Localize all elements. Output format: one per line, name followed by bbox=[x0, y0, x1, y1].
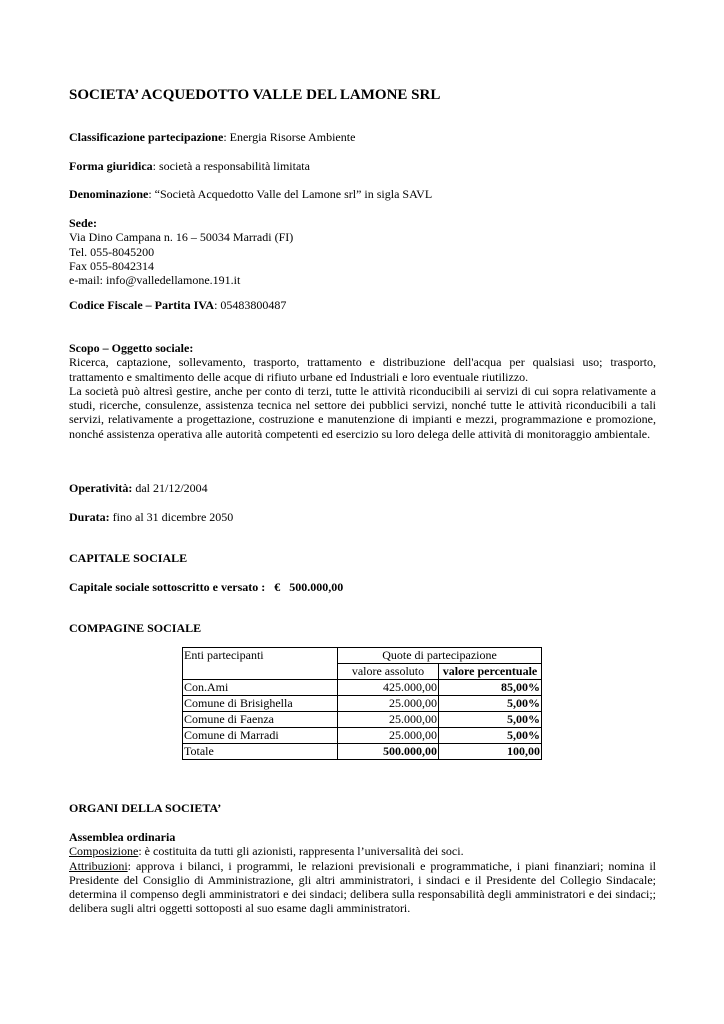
table-total-row bbox=[183, 744, 542, 760]
table-row bbox=[183, 696, 542, 712]
attribuzioni-label: Attribuzioni bbox=[69, 858, 128, 873]
table-row bbox=[183, 712, 542, 728]
forma-line bbox=[69, 159, 656, 173]
compagine-heading: COMPAGINE SOCIALE bbox=[69, 621, 202, 635]
page-title: SOCIETA’ ACQUEDOTTO VALLE DEL LAMONE SRL bbox=[69, 87, 441, 103]
classificazione-value: : Energia Risorse Ambiente bbox=[223, 130, 356, 144]
cell-percentuale: 5,00% bbox=[439, 696, 542, 712]
compagine-table bbox=[182, 647, 542, 760]
attribuzioni-text: : approva i bilanci, i programmi, le relazioni previsionali e programmatiche, i piani finanziari; nomina il Presidente del Consiglio di Amministrazione, gli altri amministratori, i sindaci e il Presidente del Collegio Sindacale; determina il compenso degli amministratori e dei sindaci; delibera sulla responsabilità degli amministratori e dei sindaci;; delibera sugli altri oggetti sottoposti al suo esame dagli amministratori. bbox=[69, 858, 656, 916]
cell-total-ente: Totale bbox=[183, 744, 338, 760]
cell-ente: Con.Ami bbox=[183, 680, 338, 696]
durata-line bbox=[69, 510, 656, 524]
cell-assoluto: 25.000,00 bbox=[338, 728, 439, 744]
codice-label: Codice Fiscale – Partita IVA bbox=[69, 298, 215, 312]
capitale-heading: CAPITALE SOCIALE bbox=[69, 551, 188, 565]
scopo-block bbox=[69, 341, 656, 441]
cell-assoluto: 25.000,00 bbox=[338, 712, 439, 728]
organi-heading: ORGANI DELLA SOCIETA’ bbox=[69, 801, 222, 815]
cell-ente: Comune di Faenza bbox=[183, 712, 338, 728]
sede-fax: Fax 055-8042314 bbox=[69, 258, 154, 273]
denominazione-label: Denominazione bbox=[69, 187, 149, 201]
operativita-label: Operatività: bbox=[69, 481, 133, 495]
sede-label: Sede: bbox=[69, 216, 97, 230]
table-row bbox=[183, 680, 542, 696]
cell-percentuale: 5,00% bbox=[439, 712, 542, 728]
codice-line bbox=[69, 298, 656, 312]
composizione-line bbox=[69, 844, 656, 858]
attribuzioni-para bbox=[69, 859, 656, 916]
header-quote: Quote di partecipazione bbox=[338, 648, 542, 664]
denominazione-line bbox=[69, 187, 656, 201]
scopo-label: Scopo – Oggetto sociale: bbox=[69, 341, 194, 355]
sede-address: Via Dino Campana n. 16 – 50034 Marradi (FI) bbox=[69, 230, 294, 245]
cell-percentuale: 85,00% bbox=[439, 680, 542, 696]
cell-total-assoluto: 500.000,00 bbox=[338, 744, 439, 760]
sede-tel: Tel. 055-8045200 bbox=[69, 244, 155, 259]
forma-label: Forma giuridica bbox=[69, 159, 153, 173]
cell-ente: Comune di Marradi bbox=[183, 728, 338, 744]
operativita-line bbox=[69, 481, 656, 495]
operativita-value: dal 21/12/2004 bbox=[132, 481, 208, 495]
composizione-text: : è costituita da tutti gli azionisti, rappresenta l’universalità dei soci. bbox=[138, 844, 464, 859]
capitale-line: Capitale sociale sottoscritto e versato : € 500.000,00 bbox=[69, 580, 344, 594]
cell-total-percentuale: 100,00 bbox=[439, 744, 542, 760]
denominazione-value: : “Società Acquedotto Valle del Lamone srl” in sigla SAVL bbox=[148, 187, 433, 201]
cell-assoluto: 425.000,00 bbox=[338, 680, 439, 696]
table-row bbox=[183, 728, 542, 744]
classificazione-label: Classificazione partecipazione bbox=[69, 130, 224, 144]
organi-block bbox=[69, 830, 656, 916]
forma-value: : società a responsabilità limitata bbox=[152, 159, 310, 173]
header-assoluto: valore assoluto bbox=[338, 664, 439, 680]
classificazione-line bbox=[69, 130, 656, 144]
cell-ente: Comune di Brisighella bbox=[183, 696, 338, 712]
scopo-text-2: La società può altresì gestire, anche per conto di terzi, tutte le attività riconducibili ai servizi di cui sopra relativamente a studi, ricerche, consulenze, assistenza tecnica nel settore dei pubblici servizi, nonché tutte le attività riconducibili a tali servizi, relativamente a progettazione, costruzione e manutenzione di impianti e mezzi, programmazione e promozione, nonché assistenza operativa alle autorità competenti ed esercizio su loro delega delle attività di monitoraggio ambientale. bbox=[69, 383, 656, 441]
header-enti: Enti partecipanti bbox=[183, 648, 338, 680]
sede-email: e-mail: info@valledellamone.191.it bbox=[69, 273, 241, 288]
header-percentuale: valore percentuale bbox=[439, 664, 542, 680]
durata-value: fino al 31 dicembre 2050 bbox=[109, 510, 234, 524]
sede-block bbox=[69, 216, 656, 287]
table-header-row bbox=[183, 648, 542, 664]
composizione-label: Composizione bbox=[69, 844, 139, 859]
cell-assoluto: 25.000,00 bbox=[338, 696, 439, 712]
cell-percentuale: 5,00% bbox=[439, 728, 542, 744]
codice-value: : 05483800487 bbox=[214, 298, 287, 312]
assemblea-heading: Assemblea ordinaria bbox=[69, 830, 176, 844]
durata-label: Durata: bbox=[69, 510, 110, 524]
scopo-text-1: Ricerca, captazione, sollevamento, trasporto, trattamento e distribuzione dell'acqua per qualsiasi uso; trasporto, trattamento e smaltimento delle acque di rifiuto urbane ed Industriali e loro eventuale riutilizzo. bbox=[69, 355, 656, 384]
